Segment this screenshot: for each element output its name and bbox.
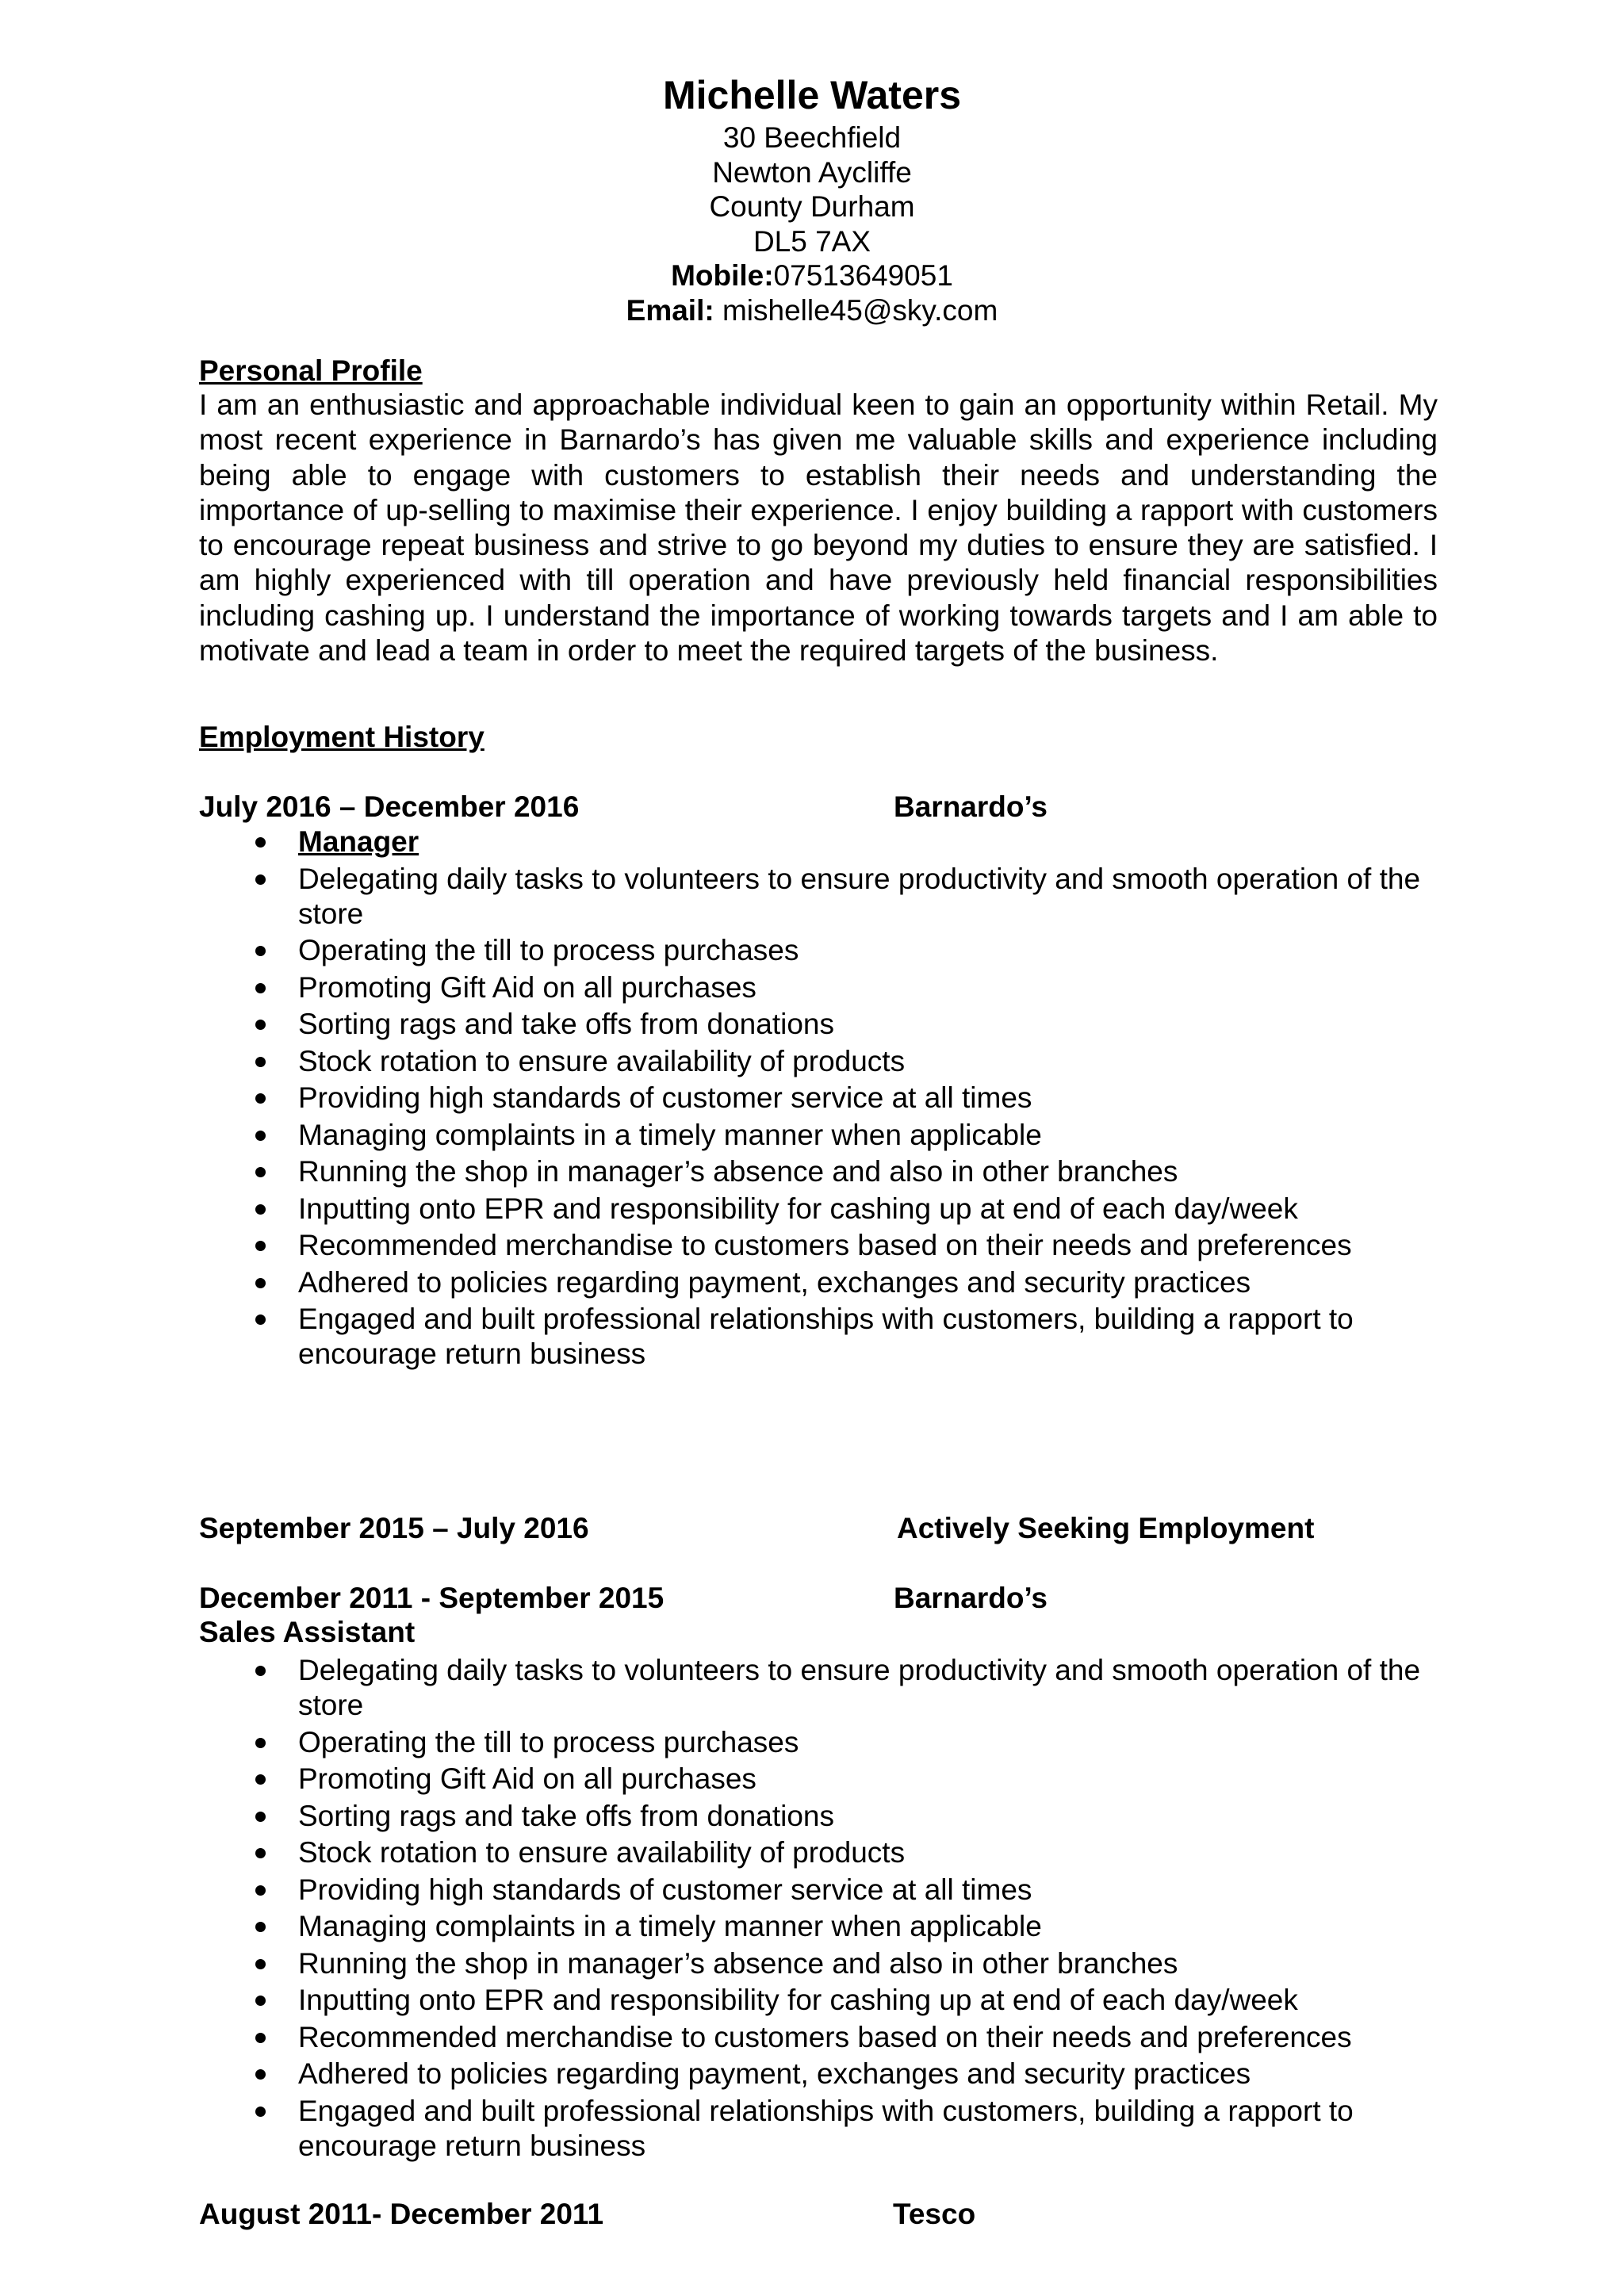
candidate-name: Michelle Waters [662, 73, 962, 117]
list-item: Adhered to policies regarding payment, exchanges and security practices [199, 2057, 1436, 2091]
list-item: Operating the till to process purchases [199, 933, 1436, 968]
list-item: Sorting rags and take offs from donations [199, 1007, 1436, 1042]
list-item: Delegating daily tasks to volunteers to ensure productivity and smooth operation of the store [199, 1653, 1436, 1723]
address-line-2: Newton Aycliffe [712, 155, 912, 189]
personal-profile-text: I am an enthusiastic and approachable individual keen to gain an opportunity within Retail. My most recent experience in Barnardo’s has given me valuable skills and experience including being able to engage with customers to establish their needs and understanding the importance of up-selling to maximise their experience. I enjoy building a rapport with customers to encourage repeat business and strive to go beyond my duties to ensure they are satisfied. I am highly experienced with till operation and have previously held financial responsibilities including cashing up. I understand the importance of working towards targets and I am able to motivate and lead a team in order to meet the required targets of the business. [199, 388, 1438, 668]
list-item: Running the shop in manager’s absence and also in other branches [199, 1946, 1436, 1981]
list-item: Providing high standards of customer service at all times [199, 1873, 1436, 1908]
list-item: Inputting onto EPR and responsibility for cashing up at end of each day/week [199, 1192, 1436, 1226]
list-item: Sorting rags and take offs from donations [199, 1799, 1436, 1834]
address-line-1: 30 Beechfield [722, 121, 902, 154]
list-item: Providing high standards of customer service at all times [199, 1081, 1436, 1115]
job-header [199, 1581, 1468, 1616]
mobile-line [0, 258, 1624, 293]
job-dates: December 2011 - September 2015 [199, 1582, 665, 1614]
list-item: Managing complaints in a timely manner when applicable [199, 1118, 1436, 1153]
job-header [199, 1511, 1468, 1546]
job-employer: Barnardo’s [894, 790, 1048, 823]
job-employer: Tesco [893, 2198, 976, 2230]
list-item: Promoting Gift Aid on all purchases [199, 1762, 1436, 1797]
job-role: Sales Assistant [199, 1616, 416, 1648]
list-item: Adhered to policies regarding payment, exchanges and security practices [199, 1265, 1436, 1300]
email-line [0, 293, 1624, 328]
job-duties-list [199, 1653, 1436, 2165]
job-header [199, 790, 1468, 825]
list-item: Stock rotation to ensure availability of products [199, 1835, 1436, 1870]
list-item: Engaged and built professional relationships with customers, building a rapport to encourage return business [199, 2094, 1436, 2164]
job-dates: August 2011- December 2011 [199, 2198, 604, 2230]
address-postcode: DL5 7AX [753, 224, 871, 258]
list-item: Running the shop in manager’s absence and also in other branches [199, 1154, 1436, 1189]
list-item: Stock rotation to ensure availability of products [199, 1044, 1436, 1079]
personal-profile-heading: Personal Profile [199, 354, 423, 387]
email-address: mishelle45@sky.com [722, 293, 998, 327]
employment-history-heading: Employment History [199, 721, 485, 753]
list-item: Inputting onto EPR and responsibility for cashing up at end of each day/week [199, 1983, 1436, 2018]
job-dates: July 2016 – December 2016 [199, 790, 580, 823]
list-item: Recommended merchandise to customers based on their needs and preferences [199, 1228, 1436, 1263]
job-role: Manager [199, 825, 1436, 859]
list-item: Managing complaints in a timely manner when applicable [199, 1909, 1436, 1944]
mobile-label: Mobile: [671, 259, 774, 292]
list-item: Recommended merchandise to customers based on their needs and preferences [199, 2020, 1436, 2055]
email-label: Email: [626, 293, 714, 327]
cv-header [0, 70, 1624, 327]
list-item: Engaged and built professional relationships with customers, building a rapport to encourage return business [199, 1302, 1436, 1372]
list-item: Promoting Gift Aid on all purchases [199, 970, 1436, 1005]
job-header [199, 2197, 1468, 2232]
mobile-number: 07513649051 [773, 259, 953, 292]
job-employer: Actively Seeking Employment [897, 1512, 1315, 1544]
job-dates: September 2015 – July 2016 [199, 1512, 589, 1544]
job-employer: Barnardo’s [894, 1582, 1048, 1614]
list-item: Operating the till to process purchases [199, 1725, 1436, 1760]
job-duties-list [199, 825, 1436, 1374]
list-item: Delegating daily tasks to volunteers to ensure productivity and smooth operation of the store [199, 862, 1436, 932]
address-line-3: County Durham [709, 190, 915, 223]
